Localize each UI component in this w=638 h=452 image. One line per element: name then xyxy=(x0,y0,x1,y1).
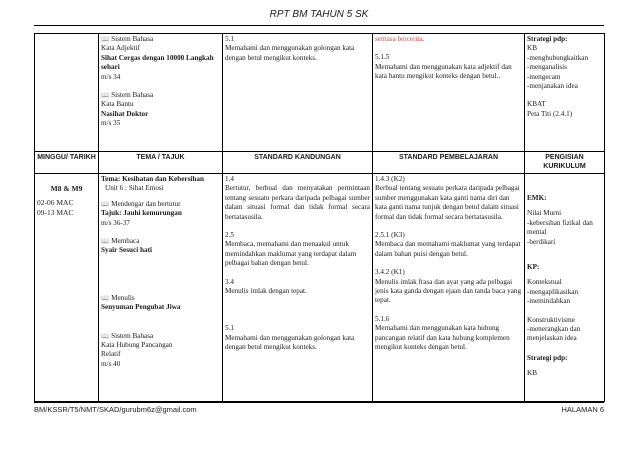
pengisian-line: -menjanakan idea xyxy=(527,82,578,91)
table-row-continued xyxy=(35,34,605,152)
footer-page-number: HALAMAN 6 xyxy=(561,405,604,414)
book-icon: 📖 xyxy=(101,200,110,208)
skill-title: Senyuman Pengubat Jiwa xyxy=(101,303,181,312)
skill-title: Tajuk: Jauhi kemurungan xyxy=(101,209,182,218)
table-header-row xyxy=(35,152,605,174)
skill-title: Syair Sesuci hati xyxy=(101,246,152,255)
sp-code: 3.4.2 (K1) xyxy=(375,268,405,277)
sk-text: Membaca, memahami dan menaakul untuk memindahkan maklumat yang terdapat dalam pelbagai bahan dengan betul. xyxy=(225,240,357,268)
sp-text: Memahami dan menggunakan kata hubung pancangan relatif dan kata hubung komplemen mengikut konteks dengan betul. xyxy=(375,324,510,352)
cell-sp-top xyxy=(373,34,525,152)
cell-minggu xyxy=(35,174,99,402)
pengisian-line: -mengaplikasikan xyxy=(527,287,579,296)
cell-pengisian xyxy=(525,174,605,402)
sk-code: 5.1 xyxy=(225,35,234,43)
pengisian-line: -menerangkan dan menjelaskan idea xyxy=(527,325,581,343)
book-icon: 📖 xyxy=(101,332,110,340)
theme-title: Tema: Kesihatan dan Kebersihan xyxy=(101,175,204,183)
pengisian-line: -berdikari xyxy=(527,237,556,246)
sp-text: Menulis imlak frasa dan ayat yang ada pelbagai jenis kata ganda dengan ejaan dan tanda baca yang tepat. xyxy=(375,277,522,305)
sp-text: Memahami dan menggunakan kata adjektif dan kata bantu mengikut konteks dengan betul.. xyxy=(375,62,512,81)
skill-heading: Sistem Bahasa xyxy=(111,331,154,340)
topic-title: Nasihat Doktor xyxy=(101,109,149,118)
sp-code: 5.1.5 xyxy=(375,53,390,62)
pengisian-line: -mengecam xyxy=(527,72,561,81)
skill-line: Kata Hubung Pancangan xyxy=(101,341,173,350)
sk-text: Bertutur, berbual dan menyatakan permintaan tentang sesuatu perkara daripada pelbagai sumber dalam situasi formal dan tidak formal secara bertatasusila. xyxy=(225,184,370,221)
footer-divider xyxy=(34,402,604,403)
kp-heading: KP: xyxy=(527,263,540,272)
pengisian-line: KB xyxy=(527,369,537,378)
unit-title: Unit 6 : Sihat Emosi xyxy=(105,184,164,193)
pengisian-line: Peta Titi (2.4.1) xyxy=(527,109,573,118)
date-range: 09-13 MAC xyxy=(37,208,74,217)
cell-sk-top xyxy=(223,34,373,152)
topic-title: Sihat Cergas dengan 10000 Langkah sehari xyxy=(101,53,214,72)
topic-page: m/s 35 xyxy=(101,119,121,128)
pengisian-line: -kebersihan fizikal dan mental xyxy=(527,218,593,237)
cell-tema-top xyxy=(99,34,223,152)
table-row-m8-m9 xyxy=(35,174,605,402)
pengisian-line: KBAT xyxy=(527,100,546,109)
sp-code: 2.5.1 (K3) xyxy=(375,231,405,240)
pengisian-line: -memindahkan xyxy=(527,297,571,306)
skill-page: m/s 40 xyxy=(101,359,121,368)
sp-text: Berbual tentang sesuatu perkara daripada pelbagai sumber menggunakan kata ganti nama diri dan kata ganti nama tunjuk dengan betul dalam situasi formal dan tidak formal secara bertatasusila. xyxy=(375,184,520,221)
pengisian-line: -menganalisis xyxy=(527,63,567,72)
topic-subheading: Kata Bantu xyxy=(101,100,134,109)
topic-heading: Sistem Bahasa xyxy=(111,35,154,43)
book-icon: 📖 xyxy=(101,294,110,302)
strategi-heading: Strategi pdp: xyxy=(527,353,568,362)
header-sp: STANDARD PEMBELAJARAN xyxy=(373,152,525,174)
header-divider xyxy=(34,25,604,26)
emk-heading: EMK: xyxy=(527,194,547,202)
date-range: 02-06 MAC xyxy=(37,198,74,207)
skill-page: m/s 36-37 xyxy=(101,218,130,227)
sp-code: 5.1.6 xyxy=(375,314,390,323)
header-sk: STANDARD KANDUNGAN xyxy=(223,152,373,174)
topic-subheading: Kata Adjektif xyxy=(101,44,140,53)
sk-code: 2.5 xyxy=(225,231,234,240)
pengisian-line: Nilai Murni xyxy=(527,209,562,218)
cell-minggu-empty xyxy=(35,34,99,152)
header-pengisian: PENGISIAN KURIKULUM xyxy=(525,152,605,174)
topic-heading: Sistem Bahasa xyxy=(111,91,154,100)
sp-continuation: semasa bercerita. xyxy=(375,35,425,43)
week-label: M8 & M9 xyxy=(50,184,83,193)
book-icon: 📖 xyxy=(101,92,110,100)
book-icon: 📖 xyxy=(101,238,110,246)
cell-sk xyxy=(223,174,373,402)
footer-source: BM/KSSR/T5/NMT/SKAD/gurubm6z@gmail.com xyxy=(34,405,197,414)
book-icon: 📖 xyxy=(101,36,110,43)
pengisian-line: -menghubungkaitkan xyxy=(527,53,589,62)
rpt-table xyxy=(34,33,605,402)
sk-code: 1.4 xyxy=(225,175,234,183)
sp-code: 1.4.3 (K2) xyxy=(375,175,405,183)
header-minggu: MINGGU/ TARIKH xyxy=(35,152,99,174)
strategi-heading: Strategi pdp: xyxy=(527,35,568,43)
sk-text: Memahami dan menggunakan golongan kata dengan betul mengikut konteks. xyxy=(225,44,355,62)
topic-page: m/s 34 xyxy=(101,72,121,81)
skill-heading: Mendengar dan bertutur xyxy=(111,199,181,208)
sk-text: Menulis imlak dengan tepat. xyxy=(225,287,307,296)
header-tema: TEMA / TAJUK xyxy=(99,152,223,174)
pengisian-line: Kontekstual xyxy=(527,278,562,287)
cell-pengisian-top xyxy=(525,34,605,152)
sk-code: 3.4 xyxy=(225,277,234,286)
sp-text: Membaca dan memahami maklumat yang terdapat dalam bahan puisi dengan betul. xyxy=(375,240,521,258)
skill-heading: Membaca xyxy=(111,237,140,246)
sk-text: Memahami dan menggunakan golongan kata dengan betul mengikut konteks. xyxy=(225,333,355,352)
cell-tema xyxy=(99,174,223,402)
cell-sp xyxy=(373,174,525,402)
pengisian-line: KB xyxy=(527,44,537,53)
sk-code: 5.1 xyxy=(225,324,234,333)
pengisian-line: Konstruktivisme xyxy=(527,315,575,324)
page-title: RPT BM TAHUN 5 SK xyxy=(269,9,369,20)
skill-heading: Menulis xyxy=(111,293,135,302)
skill-line: Relatif xyxy=(101,350,121,359)
